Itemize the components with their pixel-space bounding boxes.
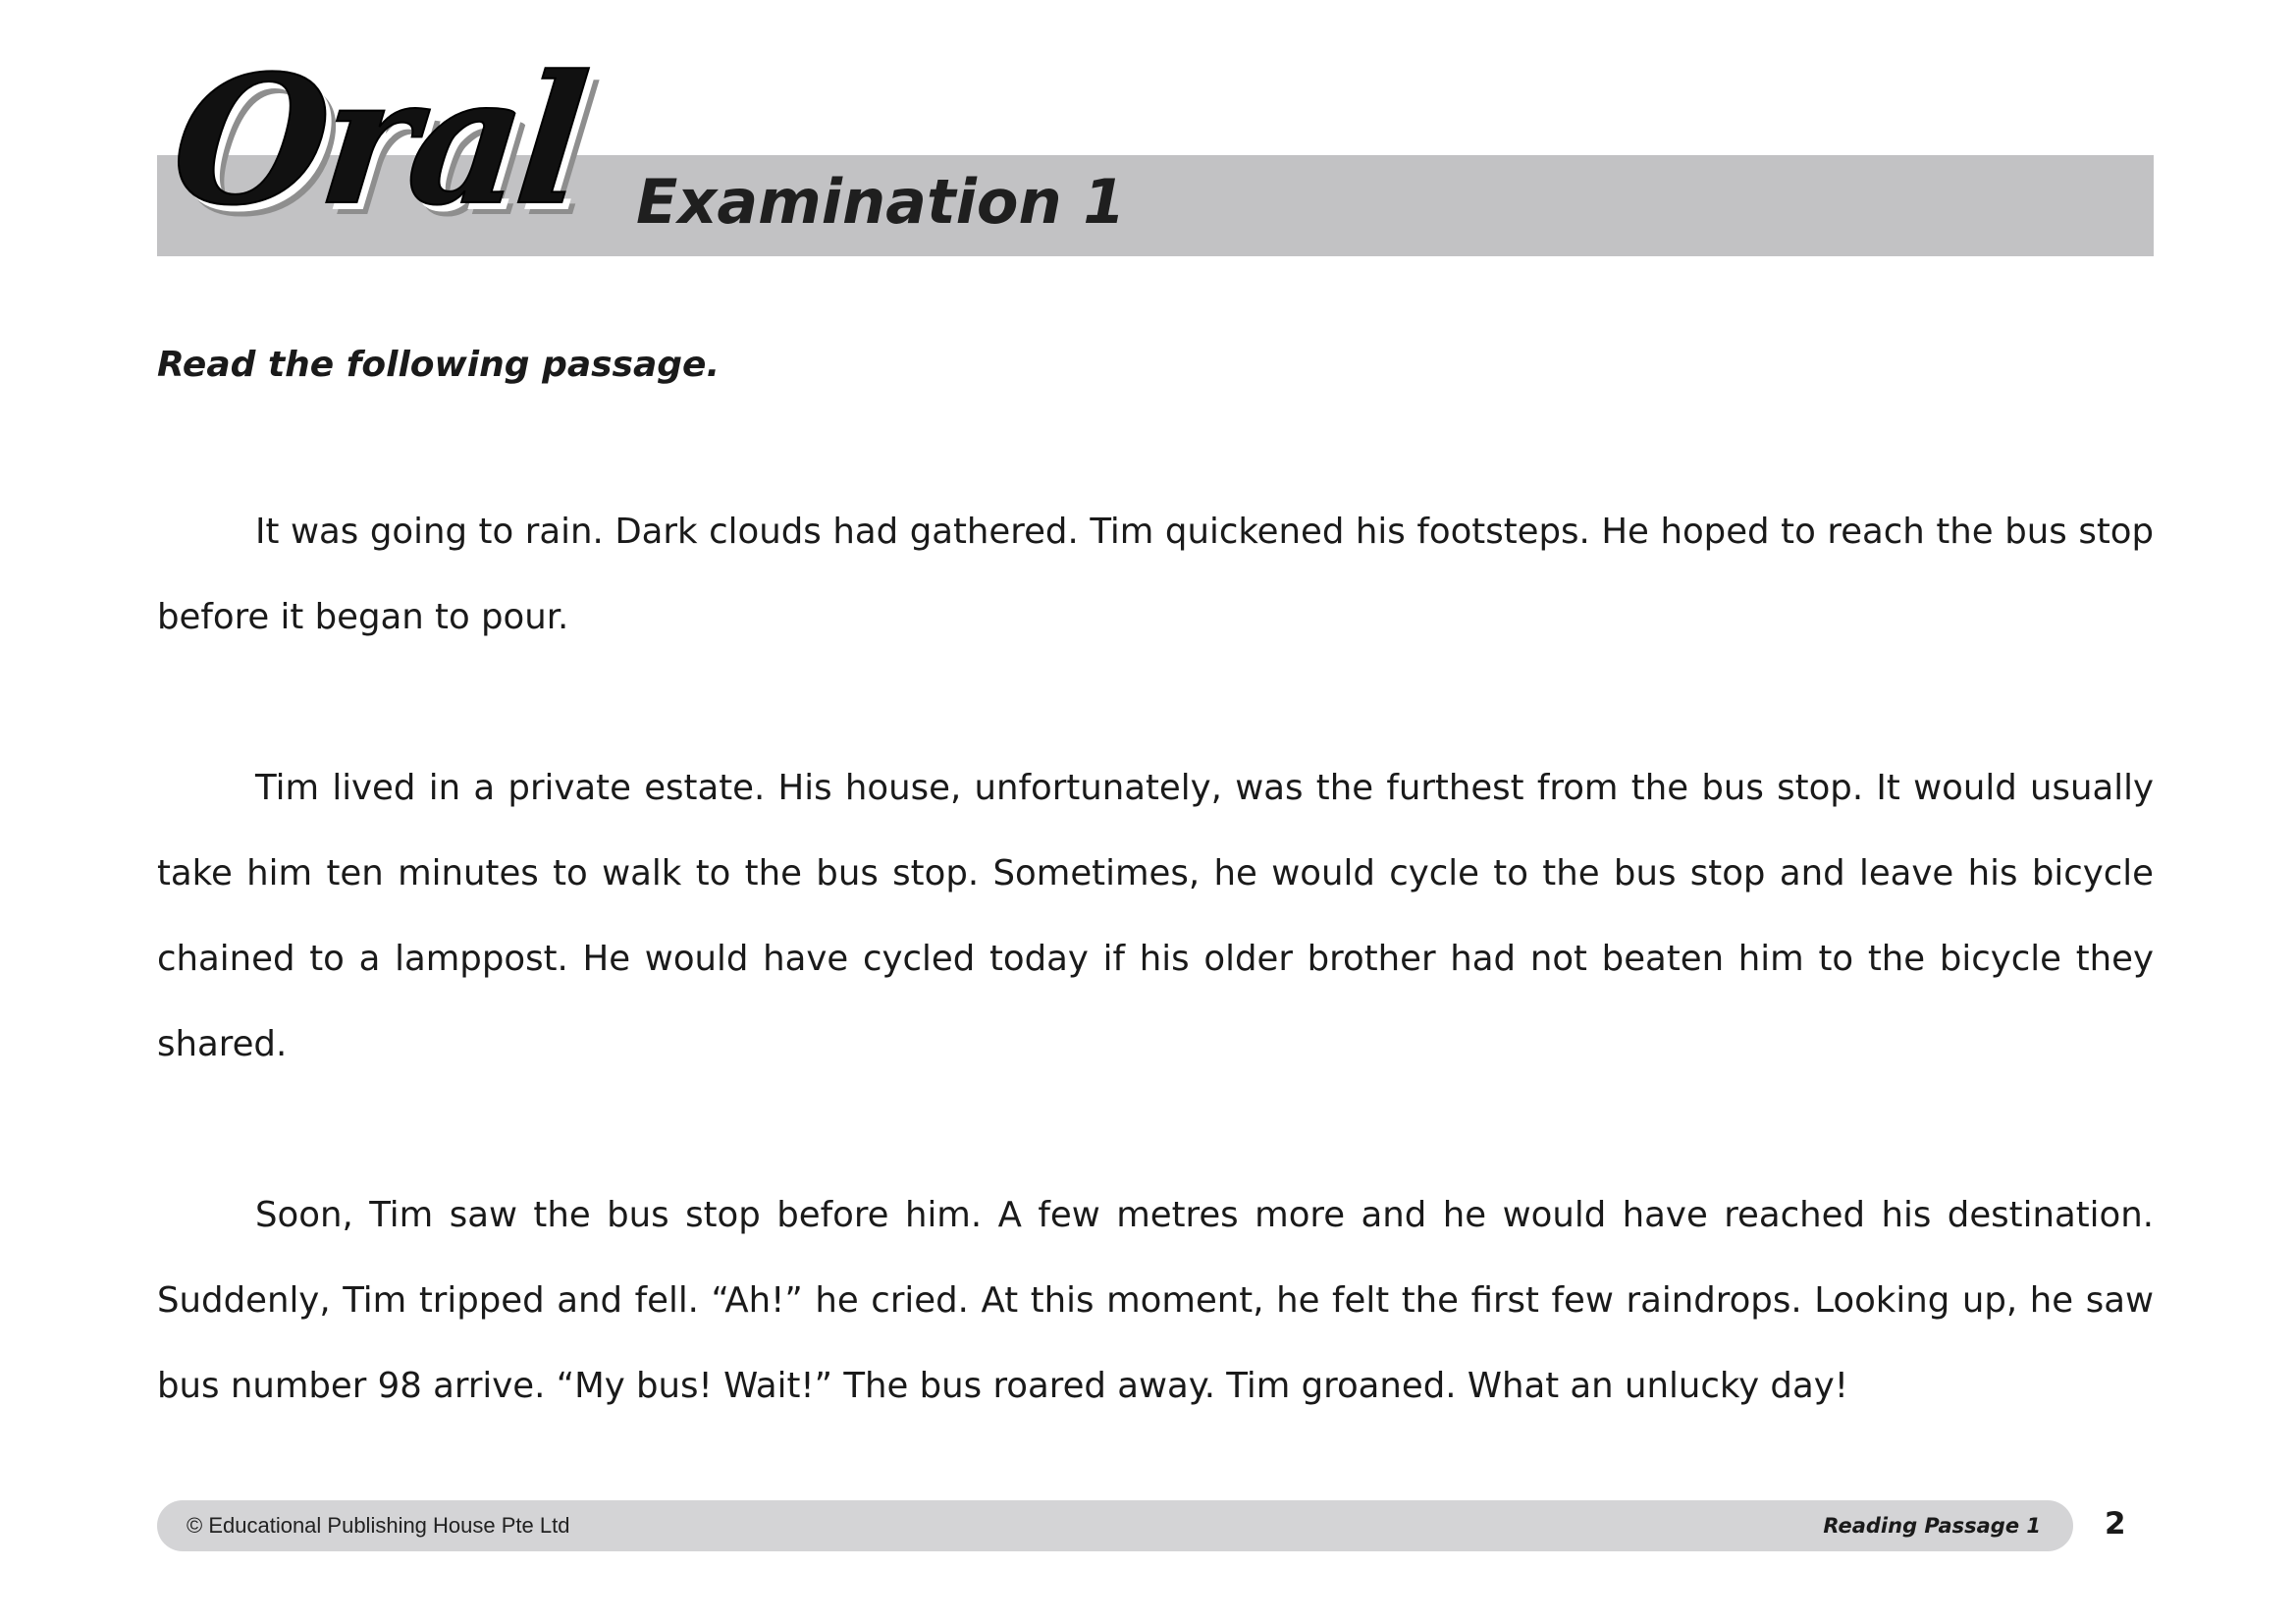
page-number: 2 xyxy=(2105,1506,2126,1542)
instruction-text: Read the following passage. xyxy=(157,345,721,385)
passage-paragraph-1: It was going to rain. Dark clouds had gathered. Tim quickened his footsteps. He hoped to reach the bus stop before it began to pour. xyxy=(157,512,2154,637)
oral-logo: Oral xyxy=(163,37,591,244)
page-title: Examination 1 xyxy=(636,166,1126,238)
copyright-text: © Educational Publishing House Pte Ltd xyxy=(187,1513,570,1538)
footer-section-label: Reading Passage 1 xyxy=(1823,1514,2041,1538)
passage-paragraph-3: Soon, Tim saw the bus stop before him. A few metres more and he would have reached his destination. Suddenly, Tim tripped and fell. “Ah!” he cried. At this moment, he felt the first few raindrops. Looking up, he saw bus number 98 arrive. “My bus! Wait!” The bus roared away. Tim groaned. What an unlucky day! xyxy=(157,1195,2154,1406)
passage-paragraph-2: Tim lived in a private estate. His house, unfortunately, was the furthest from the bus stop. It would usually take him ten minutes to walk to the bus stop. Sometimes, he would cycle to the bus stop and leave his bicycle chained to a lamppost. He would have cycled today if his older brother had not beaten him to the bicycle they shared. xyxy=(157,768,2154,1064)
reading-passage xyxy=(157,489,2154,1514)
